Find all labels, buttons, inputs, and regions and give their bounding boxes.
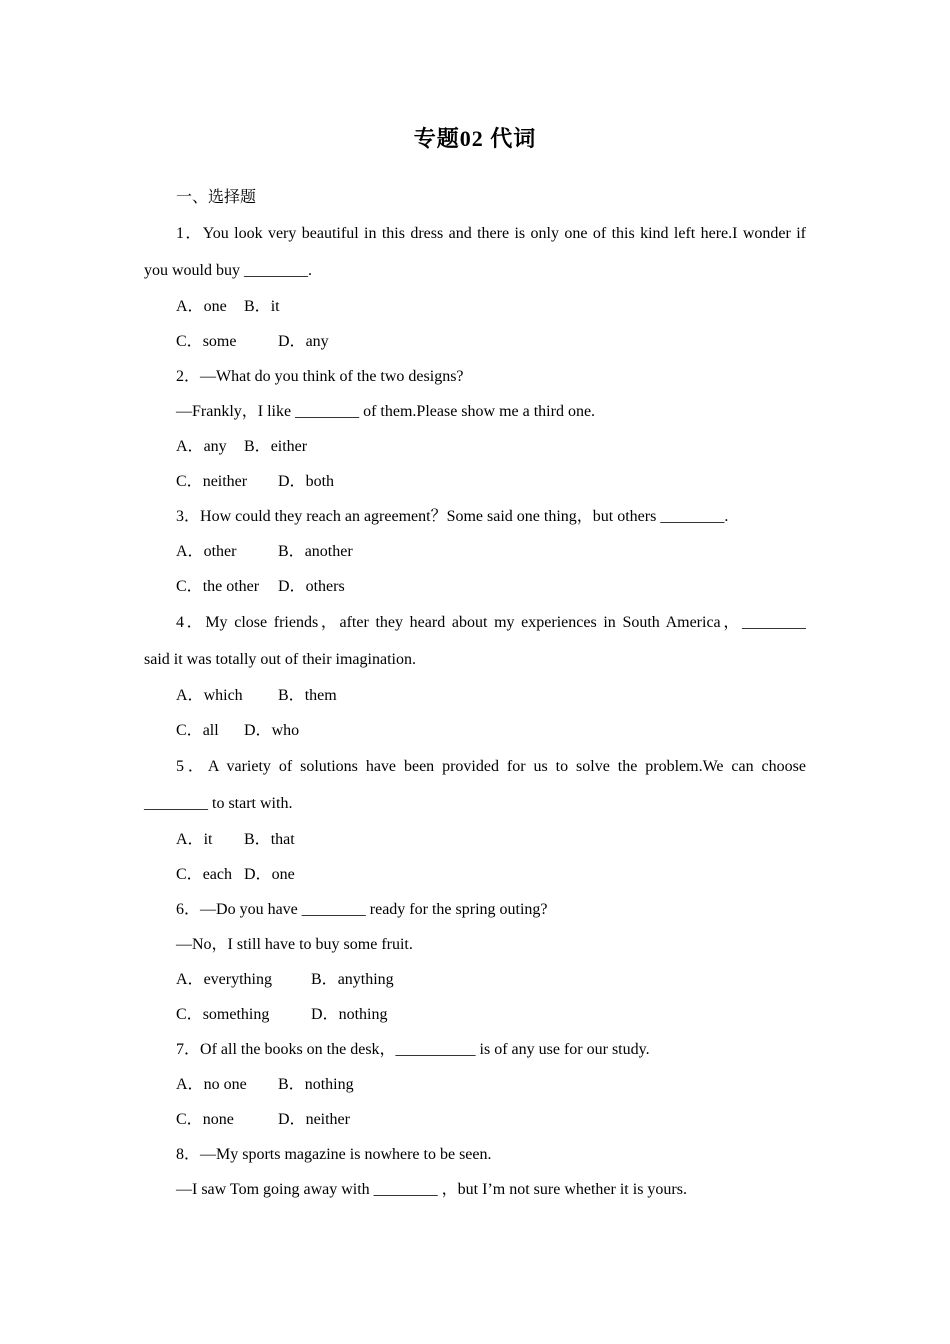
option-d: D．others [278,578,345,595]
option-b: B．it [244,298,280,315]
question-7-stem: 7．Of all the books on the desk，__________ is of any use for our study. [176,1041,650,1058]
option-b: B．anything [311,971,394,988]
option-b: B．either [244,438,308,455]
question-list [144,180,806,1207]
question-4-options-ab [144,678,806,713]
question-3-options-ab [144,534,806,569]
question-6-stem: 6．—Do you have ________ ready for the spring outing? [176,901,548,918]
question-1-stem: 1．You look very beautiful in this dress and there is only one of this kind left here.I wonder if [176,225,806,242]
question-1-options-ab [144,289,806,324]
question-2-options-cd [144,464,806,499]
option-c: C．neither [176,473,248,490]
question-3-options-cd [144,569,806,604]
question-8-stem: 8．—My sports magazine is nowhere to be seen. [176,1146,492,1163]
question-1-stem-continued: you would buy ________. [144,262,312,279]
option-d: D．any [278,333,329,350]
option-c: C．each [176,866,232,883]
option-a: A．other [176,543,237,560]
option-b: B．nothing [278,1076,354,1093]
question-8-response: —I saw Tom going away with ________ ，but I’m not sure whether it is yours. [176,1181,687,1198]
question-6-response: —No，I still have to buy some fruit. [176,936,413,953]
option-a: A．any [176,438,227,455]
option-d: D．nothing [311,1006,388,1023]
option-c: C．all [176,722,219,739]
question-5-stem-continued: ________ to start with. [144,795,293,812]
question-5-options-cd [144,857,806,892]
question-2-stem: 2．—What do you think of the two designs? [176,368,464,385]
question-6-options-ab [144,962,806,997]
option-a: A．which [176,687,243,704]
option-a: A．no one [176,1076,247,1093]
question-5-options-ab [144,822,806,857]
question-2-response: —Frankly，I like ________ of them.Please show me a third one. [176,403,596,420]
question-7-options-cd [144,1102,806,1137]
question-4-stem-continued: said it was totally out of their imagination. [144,651,416,668]
option-d: D．one [244,866,295,883]
question-6-options-cd [144,997,806,1032]
option-c: C．some [176,333,237,350]
question-2-options-ab [144,429,806,464]
question-3-stem: 3．How could they reach an agreement？Some said one thing，but others ________. [176,508,729,525]
option-c: C．the other [176,578,260,595]
option-b: B．them [278,687,337,704]
option-c: C．something [176,1006,270,1023]
question-4-stem: 4．My close friends，after they heard about my experiences in South America，________ [176,614,806,631]
section-heading: 一、选择题 [176,189,257,206]
question-7-options-ab [144,1067,806,1102]
question-4-options-cd [144,713,806,748]
option-a: A．everything [176,971,272,988]
option-c: C．none [176,1111,234,1128]
option-b: B．another [278,543,353,560]
option-d: D．who [244,722,300,739]
option-a: A．one [176,298,227,315]
question-1-options-cd [144,324,806,359]
option-b: B．that [244,831,295,848]
option-d: D．neither [278,1111,350,1128]
question-5-stem: 5．A variety of solutions have been provided for us to solve the problem.We can choose [176,758,806,775]
page-title: 专题02 代词 [413,126,537,151]
option-d: D．both [278,473,335,490]
option-a: A．it [176,831,213,848]
